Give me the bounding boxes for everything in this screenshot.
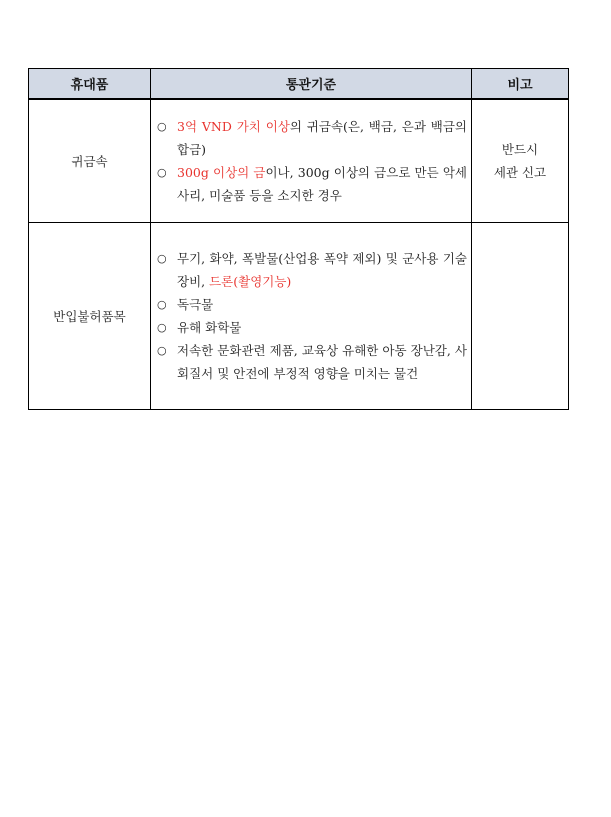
- header-standard: 통관기준: [151, 69, 472, 99]
- bullet-list: [157, 247, 467, 385]
- header-row: [29, 69, 569, 99]
- bullet-circle-icon: ○: [157, 321, 167, 334]
- body-text: 독극물: [177, 297, 214, 312]
- highlight-text: 300g 이상의 금: [177, 164, 266, 180]
- list-item: [157, 161, 467, 207]
- list-item: [157, 339, 467, 385]
- note-cell: [472, 223, 569, 410]
- bullet-circle-icon: ○: [157, 298, 167, 311]
- bullet-circle-icon: ○: [157, 344, 167, 357]
- item-cell: 귀금속: [29, 99, 151, 223]
- header-note: 비고: [472, 69, 569, 99]
- body-text: 의 귀금속(은, 백금, 은과 백금의 합금): [177, 118, 467, 157]
- customs-table: [28, 68, 569, 410]
- body-text: 무기, 화약, 폭발물(산업용 폭약 제외) 및 군사용 기술장비,: [177, 251, 467, 289]
- body-text: 이나, 300g 이상의 금으로 만든 악세사리, 미술품 등을 소지한 경우: [177, 164, 468, 203]
- list-item: [157, 247, 467, 293]
- table-row: [29, 223, 569, 410]
- note-cell: [472, 99, 569, 223]
- standard-cell: [151, 99, 472, 223]
- note-line: 세관 신고: [493, 164, 547, 180]
- highlight-text: 3억 VND 가치 이상: [177, 118, 290, 134]
- bullet-circle-icon: ○: [157, 119, 167, 133]
- header-item: 휴대품: [29, 69, 151, 99]
- list-item: [157, 115, 467, 161]
- table-row: [29, 99, 569, 223]
- highlight-text: 드론(촬영기능): [209, 274, 292, 289]
- list-item: [157, 316, 467, 339]
- body-text: 유해 화학물: [177, 320, 242, 335]
- bullet-circle-icon: ○: [157, 165, 167, 179]
- table-header: [29, 69, 569, 99]
- list-item: [157, 293, 467, 316]
- body-text: 저속한 문화관련 제품, 교육상 유해한 아동 장난감, 사회질서 및 안전에 부정적 영향을 미치는 물건: [177, 343, 467, 381]
- standard-cell: [151, 223, 472, 410]
- item-cell: 반입불허품목: [29, 223, 151, 410]
- bullet-circle-icon: ○: [157, 252, 167, 265]
- bullet-list: [157, 115, 467, 207]
- note-line: 반드시: [501, 141, 539, 157]
